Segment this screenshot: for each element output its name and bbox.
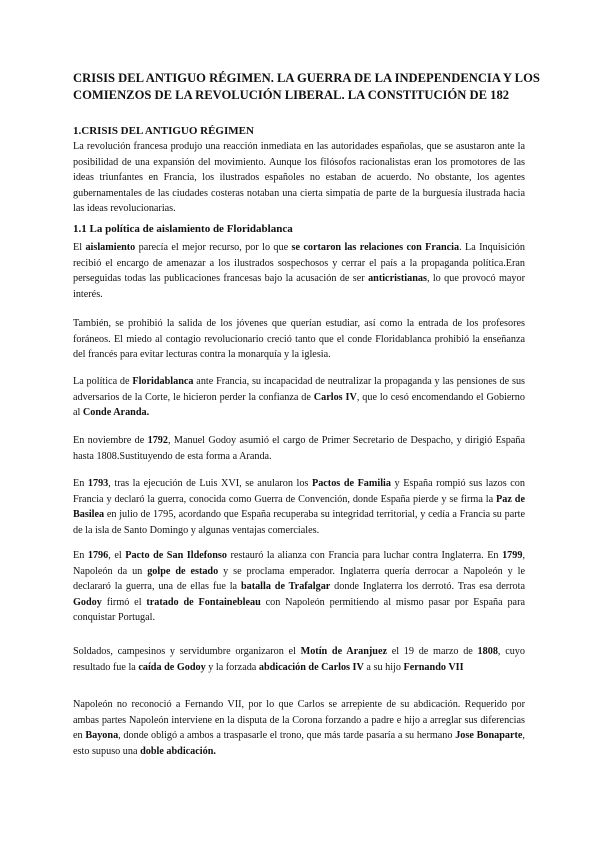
paragraph: En noviembre de 1792, Manuel Godoy asumió el cargo de Primer Secretario de Despacho, y dirigió España hasta 1808.Sustituyendo de esta forma a Aranda. [73,435,526,462]
paragraph: Soldados, campesinos y servidumbre organizaron el Motín de Aranjuez el 19 de marzo de 1808, cuyo resultado fue la caída de Godoy y la forzada abdicación de Carlos IV a su hijo Fernando VII [73,646,525,673]
section-heading-floridablanca: 1.1 La política de aislamiento de Floridablanca [73,223,293,235]
paragraph: También, se prohibió la salida de los jóvenes que querían estudiar, así como la entrada de los profesores foráneos. El miedo al contagio revolucionario creció tanto que el conde Floridablanca prohibió la enseñanza del francés para evitar lecturas contra la monarquía y la iglesia. [73,318,525,360]
document-title: CRISIS DEL ANTIGUO RÉGIMEN. LA GUERRA DE LA INDEPENDENCIA Y LOS COMIENZOS DE LA REVOLUCIÓN LIBERAL. LA CONSTITUCIÓN DE 182 [73,71,540,102]
paragraph: En 1793, tras la ejecución de Luis XVI, se anularon los Pactos de Familia y España rompió sus lazos con Francia y declaró la guerra, conocida como Guerra de Convención, donde España pierde y se firma la Paz de Basilea en julio de 1795, acordando que España recuperaba su integridad territorial, y cedía a Francia su parte de la isla de Santo Domingo y algunas ventajas comerciales. [73,478,525,536]
paragraph: En 1796, el Pacto de San Ildefonso restauró la alianza con Francia para luchar contra Inglaterra. En 1799, Napoleón da un golpe de estado y se proclama emperador. Inglaterra quería derrocar a Napoleón y le declararó la guerra, una de ellas fue la batalla de Trafalgar donde Inglaterra los derrotó. Tras esa derrota Godoy firmó el tratado de Fontainebleau con Napoleón permitiendo al mismo pasar por España para conquistar Portugal. [73,550,525,623]
paragraph: El aislamiento parecía el mejor recurso, por lo que se cortaron las relaciones con Francia. La Inquisición recibió el encargo de amenazar a los ilustrados sospechosos y cerrar el país a la propaganda política.Eran perseguidas todas las publicaciones francesas bajo la acusación de ser anticristianas, lo que provocó mayor interés. [73,242,525,300]
section-heading-crisis: 1.CRISIS DEL ANTIGUO RÉGIMEN [73,125,254,137]
paragraph: Napoleón no reconoció a Fernando VII, por lo que Carlos se arrepiente de su abdicación. Requerido por ambas partes Napoleón interviene en la disputa de la Corona forzando a padre e hijo a arreglar sus diferencias en Bayona, donde obligó a ambos a traspasarle el trono, que más tarde pasaría a su hermano Jose Bonaparte, esto supuso una doble abdicación. [73,699,525,757]
paragraph: La política de Floridablanca ante Francia, su incapacidad de neutralizar la propaganda y las pensiones de sus adversarios de la Corte, le hicieron perder la confianza de Carlos IV, que lo cesó encomendando el Gobierno al Conde Aranda. [73,376,526,418]
intro-paragraph: La revolución francesa produjo una reacción inmediata en las autoridades españolas, que se asustaron ante la posibilidad de una expansión del movimiento. Aunque los filósofos racionalistas eran los promotores de las ideas triunfantes en Francia, los ilustrados españoles no estaban de acuerdo. No obstante, los agentes gubernamentales de las ciudades costeras notaban una cierta simpatía de parte de la burguesía ilustrada hacia las ideas revolucionarias. [73,141,525,214]
